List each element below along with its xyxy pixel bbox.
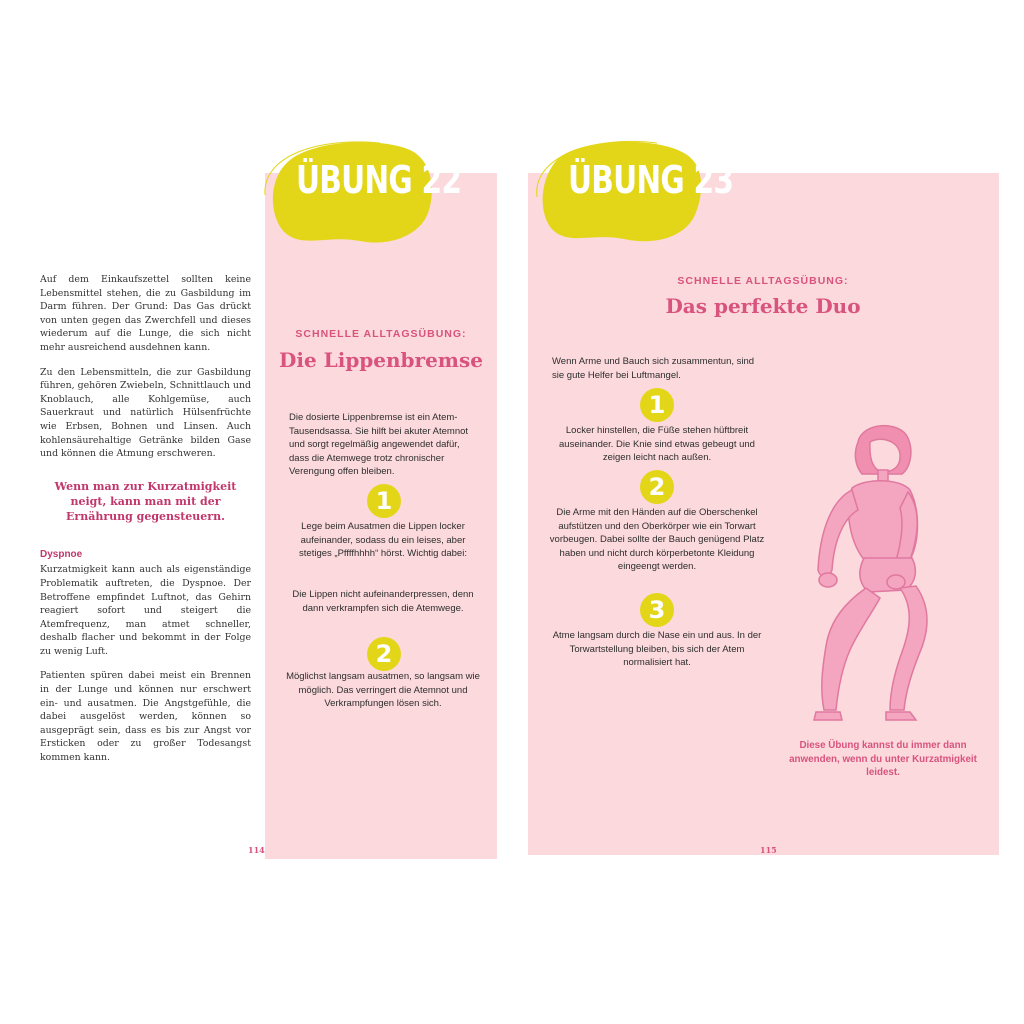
step-number-2: 2 (640, 470, 674, 504)
exercise-22-step-1-note: Die Lippen nicht aufeinanderpressen, denn dann verkrampfen sich die Atemwege. (292, 589, 474, 614)
paragraph: Zu den Lebensmitteln, die zur Gasbildung führen, gehören Zwiebeln, Schnittlauch und Knoblauch, alle Kohlgemüse, auch Sauerkraut und natürlich Hülsenfrüchte wie Erbsen, Bohnen und Linsen. Auch kohlensäurehaltige Getränke bilden Gase und können die Atmung erschweren. (40, 366, 251, 460)
pull-quote: Wenn man zur Kurzatmigkeit neigt, kann man mit der Ernährung gegensteuern. (54, 479, 237, 523)
exercise-22-intro: Die dosierte Lippenbremse ist ein Atem-Tausendsassa. Sie hilft bei akuter Atemnot und sorgt regelmäßig angewendet dafür, dass die Atemwege trotz chronischer Verengung offen bleiben. (289, 412, 469, 478)
exercise-23-heading: Das perfekte Duo (665, 294, 861, 318)
exercise-23-title: ÜBUNG 23 (568, 158, 734, 202)
step-number-2: 2 (367, 637, 401, 671)
paragraph: Auf dem Einkaufszettel sollten keine Lebensmittel stehen, die zu Gasbildung im Darm führen. Der Grund: Das Gas drückt von unten gegen das Zwerchfell und dieses wiederum auf die Lunge, die sich nicht mehr ausreichend ausdehnen kann. (40, 274, 251, 353)
left-text-column (40, 273, 251, 776)
section-title-dyspnoe: Dyspnoe (40, 548, 83, 560)
exercise-22-kicker: SCHNELLE ALLTAGSÜBUNG: (295, 328, 467, 340)
exercise-23-step-2-text: Die Arme mit den Händen auf die Oberschenkel aufstützen und den Oberkörper wie ein Torwart vorbeugen. Dabei sollte der Bauch genügend Platz haben und nicht durch körperbetonte Kleidung eingeengt werden. (549, 507, 765, 573)
step-number-1: 1 (367, 484, 401, 518)
exercise-23-step-1-text: Locker hinstellen, die Füße stehen hüftbreit auseinander. Die Knie sind etwas gebeugt und zeigen leicht nach außen. (559, 425, 755, 464)
exercise-22-step-2-text: Möglichst langsam ausatmen, so langsam wie möglich. Das verringert die Atemnot und Verkrampfungen lösen sich. (286, 671, 480, 710)
exercise-22-title: ÜBUNG 22 (296, 158, 462, 202)
woman-goalkeeper-pose-illustration (770, 420, 1000, 730)
step-number-3: 3 (640, 593, 674, 627)
exercise-23-intro: Wenn Arme und Bauch sich zusammentun, sind sie gute Helfer bei Luftmangel. (552, 356, 755, 381)
exercise-23-step-3-text: Atme langsam durch die Nase ein und aus. In der Torwartstellung bleiben, bis sich der Atem normalisiert hat. (552, 630, 762, 669)
exercise-22-step-1-text: Lege beim Ausatmen die Lippen locker aufeinander, sodass du ein leises, aber stetiges „Pffffhhhh“ hörst. Wichtig dabei: (299, 521, 467, 560)
paragraph: Patienten spüren dabei meist ein Brennen in der Lunge und können nur erschwert ein- und ausatmen. Die Angstgefühle, die dabei ausgelöst werden, können so ausgeprägt sein, dass es bis zur Angst vor Ersticken oder zu großer Todesangst kommen kann. (40, 670, 251, 764)
page-number-right: 115 (760, 845, 777, 855)
exercise-22-heading: Die Lippenbremse (279, 348, 483, 372)
paragraph: Kurzatmigkeit kann auch als eigenständige Problematik auftreten, die Dyspnoe. Der Betroffene empfindet Luftnot, das Gehirn reagiert sofort und steigert die Atemfrequenz, man atmet schneller, deshalb flacher und bekommt in der Folge zu wenig Luft. (40, 564, 251, 657)
step-number-1: 1 (640, 388, 674, 422)
exercise-23-caption: Diese Übung kannst du immer dann anwenden, wenn du unter Kurzatmigkeit leidest. (789, 740, 977, 779)
page-number-left: 114 (248, 845, 265, 855)
exercise-23-kicker: SCHNELLE ALLTAGSÜBUNG: (677, 275, 849, 287)
